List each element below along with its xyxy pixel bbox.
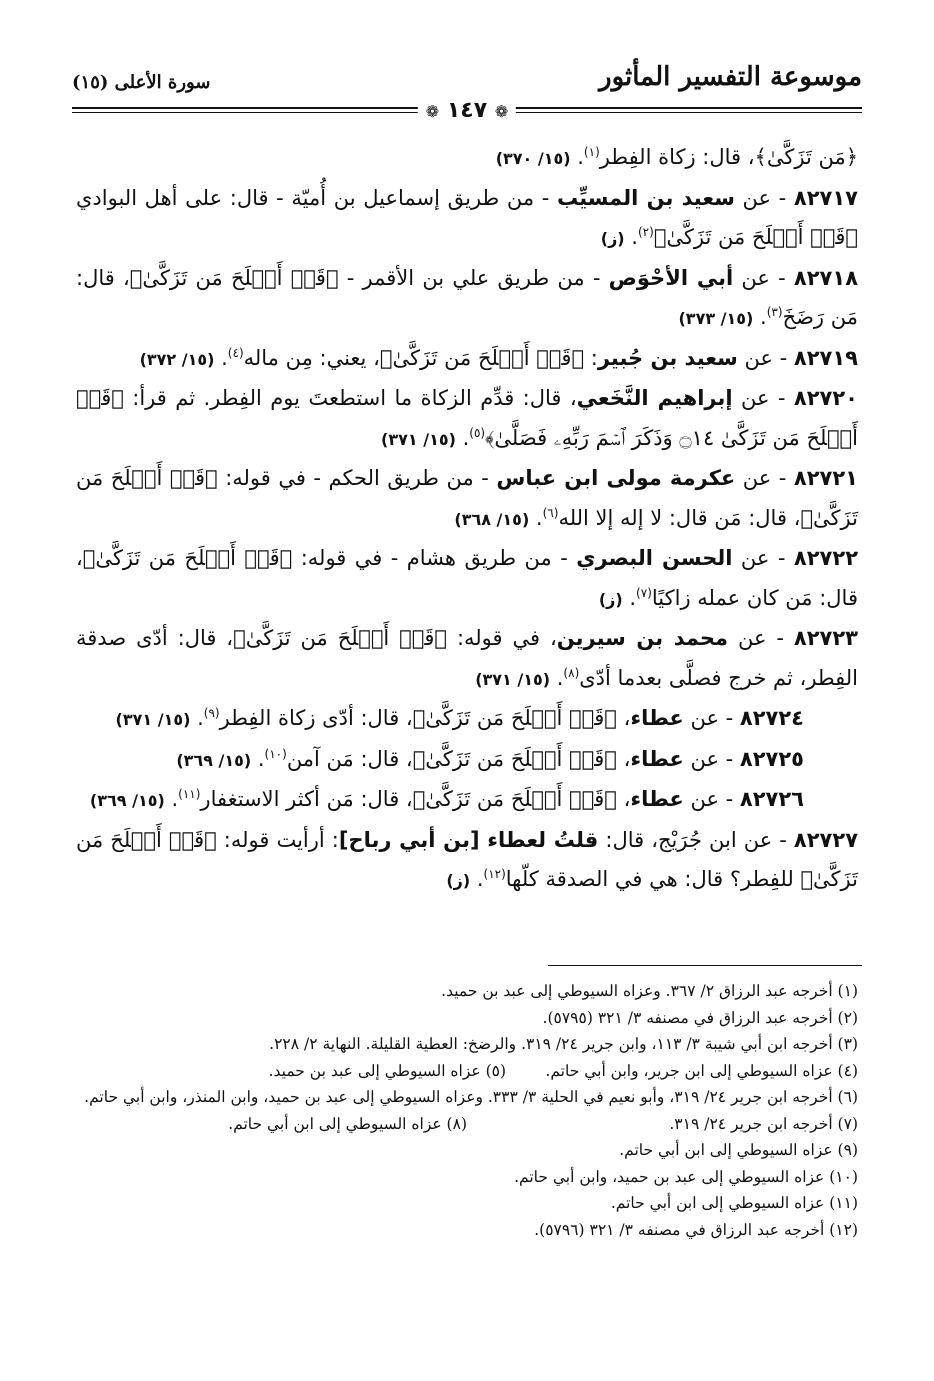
footnote-marker: (٩)	[203, 706, 220, 720]
quran-verse: ﴿قَدۡ أَفۡلَحَ مَن تَزَكَّىٰ﴾	[76, 466, 858, 530]
footnote: (٧) أخرجه ابن جرير ٢٤/ ٣١٩.	[669, 1114, 858, 1133]
footnote-marker: (٥)	[469, 425, 486, 440]
volume-reference: (١٥/ ٣٧٢)	[139, 349, 215, 369]
entry-number: ٨٢٧١٨	[793, 265, 859, 290]
narrator-name: إبراهيم النَّخَعي	[576, 386, 733, 410]
text-run: ، قال: مَن كان عمله زاكيًا	[76, 546, 858, 610]
footnote-marker: (٢)	[637, 225, 654, 239]
quran-verse: ﴿قَدۡ أَفۡلَحَ مَن تَزَكَّىٰ﴾	[412, 787, 617, 811]
entry-number: ٨٢٧٢٣	[793, 626, 858, 650]
text-run: ، في قوله:	[447, 626, 557, 650]
volume-reference: (ز)	[598, 589, 623, 609]
text-run: - عن	[683, 706, 740, 730]
entry-number: ٨٢٧٢٢	[793, 546, 859, 570]
footnote: (٣) أخرجه ابن أبي شيبة ٣/ ١١٣، وابن جرير ٢٤/ ٣١٩. والرضخ: العطية القليلة. النهاية ٢/ ٢٢٨.	[269, 1035, 858, 1053]
footnote-marker: (٤)	[227, 345, 244, 360]
ornament-icon: ❁	[425, 102, 440, 121]
narration-entry	[76, 699, 858, 740]
text-run: .	[570, 145, 584, 169]
text-run: .	[455, 425, 470, 450]
quran-verse: ﴿قَدۡ أَفۡلَحَ مَن تَزَكَّىٰ﴾	[653, 225, 858, 249]
entry-number: ٨٢٧٢٥	[739, 746, 804, 771]
page-number: ١٤٧	[446, 98, 488, 123]
text-run: - عن	[683, 746, 740, 771]
narration-entry	[76, 821, 858, 901]
footnote: (٨) عزاه السيوطي إلى ابن أبي حاتم.	[228, 1114, 467, 1133]
text-run: ، قال: زكاة الفِطر	[599, 145, 755, 169]
quran-verse: ﴿قَدۡ أَفۡلَحَ مَن تَزَكَّىٰ﴾	[412, 706, 617, 730]
text-run: ،	[616, 746, 631, 771]
volume-reference: (ز)	[446, 871, 471, 890]
volume-reference: (١٥/ ٣٦٩)	[89, 791, 165, 810]
text-run: ،	[616, 706, 631, 730]
narrator-name: الحسن البصري	[576, 546, 733, 570]
text-run: .	[214, 345, 228, 370]
footnote-marker: (٧)	[636, 585, 652, 600]
footnote-marker: (١٢)	[483, 867, 506, 881]
footnote-pair	[76, 1111, 858, 1138]
narrator-name: محمد بن سيرين	[556, 626, 729, 650]
text-run: ، قال: مَن رَضَخَ	[76, 265, 858, 329]
entry-number: ٨٢٧٢٤	[739, 706, 804, 730]
narration-entry	[76, 780, 858, 821]
footnote: (٦) أخرجه ابن جرير ٢٤/ ٣١٩، وأبو نعيم في الحلية ٣/ ٣٣٣. وعزاه السيوطي إلى عبد بن حميد، وابن المنذر، وابن أبي حاتم.	[84, 1088, 858, 1106]
entry-number: ٨٢٧٢٦	[739, 787, 804, 811]
footnotes	[76, 978, 858, 1243]
text-run: - عن	[728, 626, 794, 650]
text-run: .	[550, 665, 564, 690]
text-run: ، قال: مَن أكثر الاستغفار	[200, 787, 413, 811]
text-run: - من طريق إسماعيل بن أُميّة - قال: على أهل البوادي	[76, 185, 557, 210]
quran-verse: ﴿قَدۡ أَفۡلَحَ مَن تَزَكَّىٰ﴾	[82, 546, 293, 570]
page-header	[72, 62, 862, 123]
narration-entry	[76, 740, 858, 781]
text-run: - من طريق علي بن الأقمر -	[338, 265, 609, 290]
footnote-marker: (٣)	[766, 305, 783, 319]
text-run: .	[753, 305, 767, 329]
volume-reference: (١٥/ ٣٧١)	[475, 669, 551, 689]
text-run: ،	[616, 787, 631, 811]
narrator-name: عكرمة مولى ابن عباس	[496, 466, 736, 490]
volume-reference: (١٥/ ٣٧٠)	[495, 149, 571, 168]
book-title: موسوعة التفسير المأثور	[599, 62, 862, 92]
narration-entry	[76, 459, 858, 539]
volume-reference: (١٥/ ٣٦٨)	[454, 509, 530, 529]
text-run: ، يعني: مِن ماله	[243, 345, 380, 370]
quran-verse: ﴿قَدۡ أَفۡلَحَ مَن تَزَكَّىٰ﴾	[76, 827, 858, 891]
entry-number: ٨٢٧١٧	[793, 185, 858, 210]
footnote: (١) أخرجه عبد الرزاق ٢/ ٣٦٧. وعزاه السيوطي إلى عبد بن حميد.	[441, 982, 858, 1000]
text-run: - من طريق هشام - في قوله:	[292, 546, 577, 570]
volume-reference: (١٥/ ٣٦٩)	[176, 750, 252, 770]
narration-entry	[76, 259, 858, 339]
quran-verse: ﴿قَدۡ أَفۡلَحَ مَن تَزَكَّىٰ﴾	[233, 626, 448, 650]
text-run: .	[164, 787, 179, 811]
footnote-marker: (٨)	[563, 665, 580, 680]
entry-number: ٨٢٧٢١	[793, 466, 858, 490]
footnote-marker: (١)	[583, 145, 600, 159]
narration-entry	[76, 379, 858, 459]
footnote-marker: (١٠)	[264, 746, 287, 761]
text-run: : أرأيت قوله:	[216, 827, 339, 852]
text-run: - عن	[683, 787, 740, 811]
text-run: .	[529, 505, 543, 530]
footnote: (١٠) عزاه السيوطي إلى عبد بن حميد، وابن أبي حاتم.	[514, 1167, 858, 1186]
quran-verse: ﴿قَدۡ أَفۡلَحَ مَن تَزَكَّىٰ﴾	[379, 345, 585, 370]
footnote: (١١) عزاه السيوطي إلى ابن أبي حاتم.	[610, 1194, 858, 1212]
quran-verse: ﴿قَدۡ أَفۡلَحَ مَن تَزَكَّىٰ﴾	[129, 265, 339, 290]
text-run: .	[624, 225, 638, 249]
text-run: - عن	[734, 185, 794, 210]
narration-entry	[76, 539, 858, 619]
text-run: - من طريق الحكم - في قوله:	[217, 466, 497, 490]
footnote-separator	[548, 965, 862, 966]
text-run: ، قال: مَن آمن	[286, 746, 413, 771]
narrator-name: عطاء	[630, 746, 684, 771]
narration-entry	[76, 179, 858, 259]
text-run: ، قال: أدّى صدقة الفِطر، ثم خرج فصلَّى بعدما أدّى	[76, 626, 858, 690]
text-run: .	[622, 585, 637, 610]
text-run: - عن	[732, 386, 794, 410]
text-run: .	[251, 746, 265, 771]
text-run: للفِطر؟ قال: هي في الصدقة كلّها	[505, 867, 801, 891]
main-text	[76, 138, 858, 901]
narrator-name: قلتُ لعطاء [بن أبي رباح]	[338, 827, 599, 852]
entry-number: ٨٢٧٢٧	[793, 827, 859, 852]
text-run: - عن ابن جُرَيْج، قال:	[598, 827, 794, 852]
footnote-marker: (٦)	[542, 505, 559, 520]
quran-verse: ﴿مَن تَزَكَّىٰ﴾	[754, 145, 858, 169]
text-run: - عن	[735, 466, 794, 490]
narration-entry	[76, 619, 858, 699]
narrator-name: عطاء	[630, 787, 684, 811]
text-run: :	[584, 345, 598, 370]
quran-verse: ﴿قَدۡ أَفۡلَحَ مَن تَزَكَّىٰ﴾	[412, 746, 617, 771]
surah-title: سورة الأعلى (١٥)	[72, 72, 211, 93]
text-run: ، قال: مَن قال: لا إله إلا الله	[558, 505, 801, 530]
entry-number: ٨٢٧١٩	[793, 345, 858, 370]
ornament-icon: ❁	[494, 102, 509, 121]
narration-entry	[76, 339, 858, 380]
narrator-name: عطاء	[630, 706, 684, 730]
volume-reference: (١٥/ ٣٧١)	[115, 710, 191, 729]
text-run: ، قال: أدّى زكاة الفِطر	[219, 706, 413, 730]
footnote: (٢) أخرجه عبد الرزاق في مصنفه ٣/ ٣٢١ (٥٧٩٥).	[542, 1008, 858, 1027]
footnote: (١٢) أخرجه عبد الرزاق في مصنفه ٣/ ٣٢١ (٥٧٩٦).	[534, 1220, 858, 1239]
text-run: .	[470, 867, 484, 891]
volume-reference: (١٥/ ٣٧٣)	[678, 309, 754, 328]
text-run: .	[190, 706, 204, 730]
quran-verse: ﴿قَدۡ أَفۡلَحَ مَن تَزَكَّىٰ ۝١٤ وَذَكَرَ ٱسۡمَ رَبِّهِۦ فَصَلَّىٰ﴾	[76, 386, 858, 450]
narration-entry	[76, 138, 858, 179]
footnote-marker: (١١)	[178, 787, 201, 801]
text-run: - عن	[733, 265, 794, 290]
footnote: (٤) عزاه السيوطي إلى ابن جرير، وابن أبي حاتم. (٥) عزاه السيوطي إلى عبد بن حميد.	[268, 1061, 858, 1080]
narrator-name: سعيد بن جُبير	[597, 345, 738, 370]
text-run: ، قال: قدِّم الزكاة ما استطعتَ يوم الفِطر. ثم قرأ:	[123, 386, 577, 410]
narrator-name: أبي الأحْوَص	[608, 265, 734, 290]
volume-reference: (ز)	[600, 229, 625, 248]
page-number-block	[418, 98, 516, 123]
text-run: - عن	[732, 546, 794, 570]
footnote: (٩) عزاه السيوطي إلى ابن أبي حاتم.	[619, 1141, 858, 1159]
volume-reference: (١٥/ ٣٧١)	[381, 429, 456, 449]
narrator-name: سعيد بن المسيِّب	[556, 185, 735, 210]
text-run: - عن	[737, 345, 794, 370]
entry-number: ٨٢٧٢٠	[793, 386, 858, 410]
